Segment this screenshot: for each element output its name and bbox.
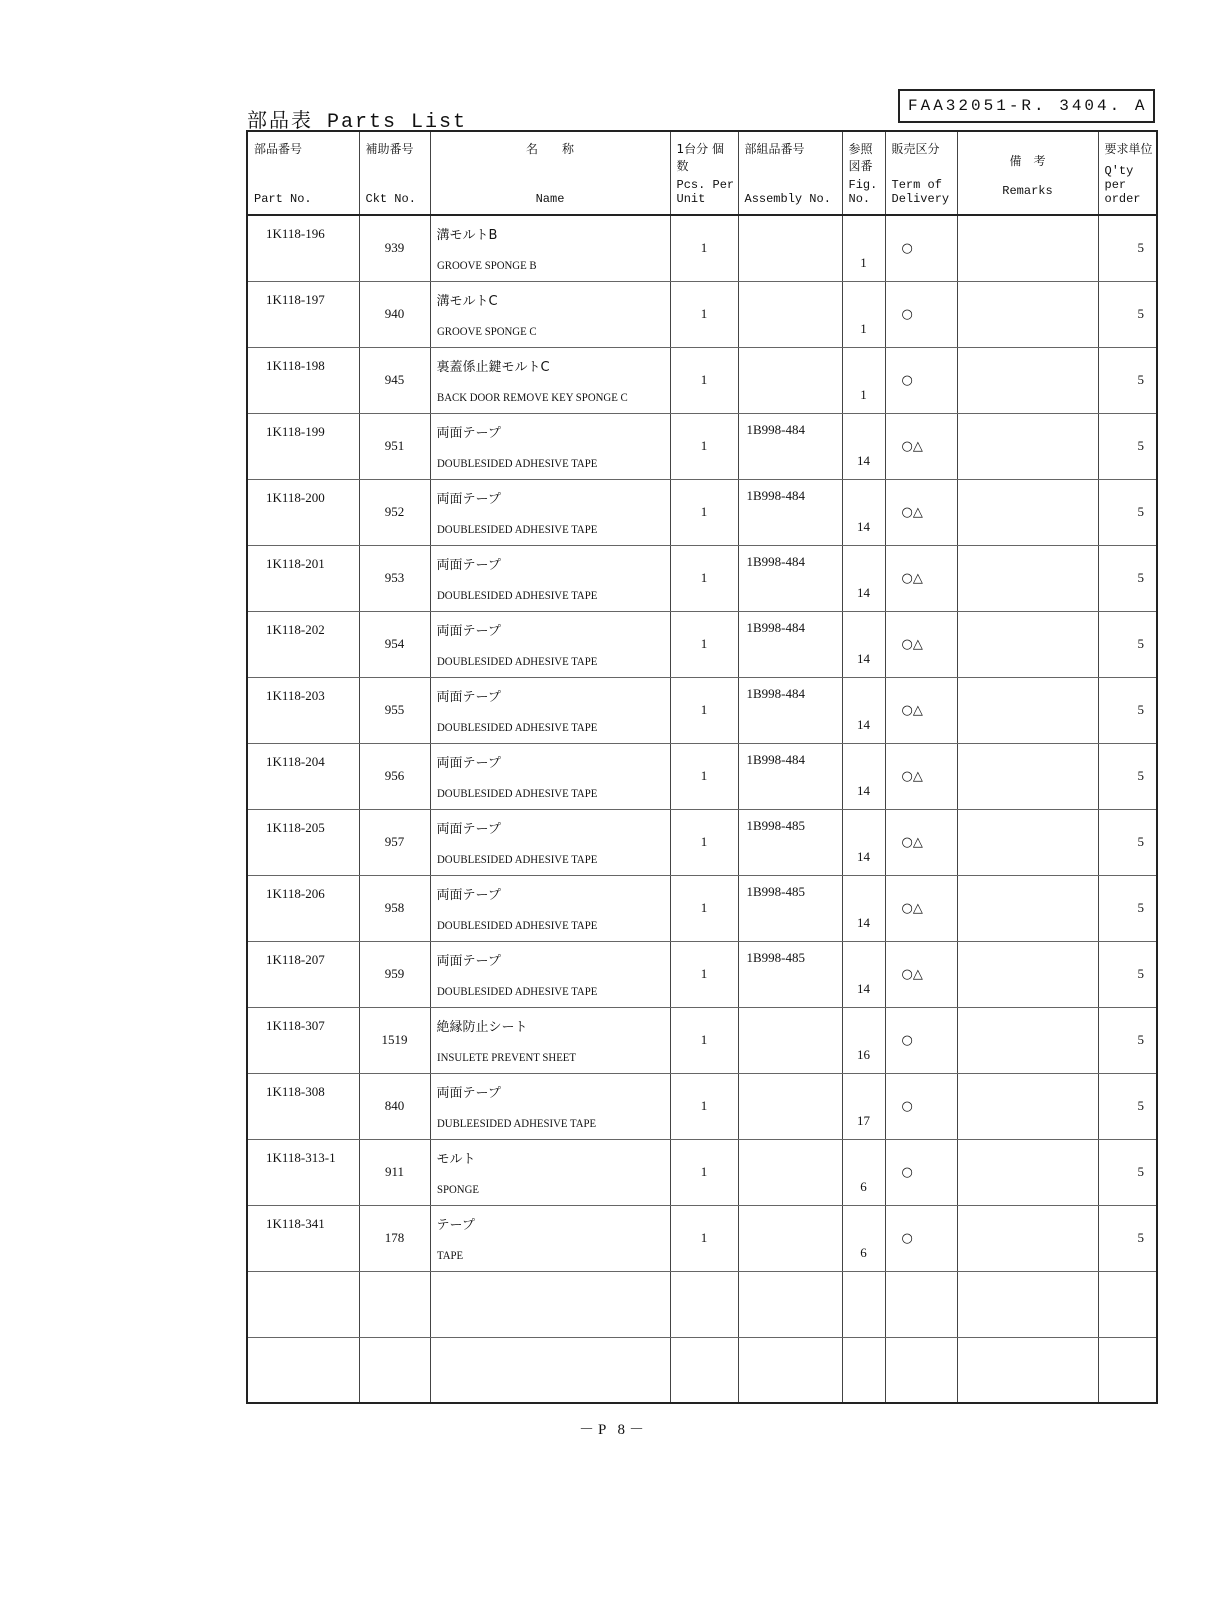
part-number: 1K118-205 [247,809,359,875]
header-remarks-en: Remarks [1002,184,1053,198]
empty-cell [430,1337,670,1403]
table-row [247,1073,1157,1139]
remarks [957,479,1098,545]
parts-list-table [246,130,1158,1404]
term-of-delivery: ○△ [885,743,957,809]
fig-number: 14 [857,452,870,468]
pcs-per-unit: 1 [670,941,738,1007]
qty-per-order: 5 [1098,611,1157,677]
remarks [957,413,1098,479]
fig-number-cell [842,413,885,479]
qty-per-order: 5 [1098,413,1157,479]
remarks [957,743,1098,809]
ckt-number: 955 [359,677,430,743]
part-name-en: INSULETE PREVENT SHEET [436,1049,576,1064]
header-pcs-per-unit-jp: 1台分 個数 [676,142,724,173]
remarks [957,281,1098,347]
assembly-number: 1B998-485 [738,875,842,941]
ckt-number: 911 [359,1139,430,1205]
part-name-en: DOUBLESIDED ADHESIVE TAPE [436,587,597,602]
assembly-number [738,1139,842,1205]
part-number: 1K118-204 [247,743,359,809]
part-name-cell [430,809,670,875]
fig-number: 14 [857,914,870,930]
qty-per-order: 5 [1098,1073,1157,1139]
qty-per-order: 5 [1098,215,1157,281]
pcs-per-unit: 1 [670,1007,738,1073]
fig-number-cell [842,1007,885,1073]
part-name-en: DOUBLESIDED ADHESIVE TAPE [436,785,597,800]
part-name-cell [430,611,670,677]
assembly-number: 1B998-484 [738,413,842,479]
assembly-number: 1B998-485 [738,941,842,1007]
part-number: 1K118-200 [247,479,359,545]
part-number: 1K118-341 [247,1205,359,1271]
fig-number: 14 [857,716,870,732]
fig-number-cell [842,1205,885,1271]
header-term-en: Term of Delivery [891,178,950,206]
remarks [957,545,1098,611]
table-header-row [247,131,1157,215]
part-name-jp: 両面テープ [436,755,501,771]
part-name-cell [430,215,670,281]
part-number: 1K118-207 [247,941,359,1007]
assembly-number [738,215,842,281]
header-part-no-en: Part No. [254,192,312,206]
table-row [247,413,1157,479]
part-name-jp: 溝モルトC [436,293,498,309]
empty-cell [738,1271,842,1337]
part-number: 1K118-197 [247,281,359,347]
part-number: 1K118-313-1 [247,1139,359,1205]
empty-cell [885,1271,957,1337]
document-number: FAA32051-R. 3404. A [898,89,1155,123]
pcs-per-unit: 1 [670,611,738,677]
empty-cell [957,1271,1098,1337]
pcs-per-unit: 1 [670,413,738,479]
assembly-number: 1B998-484 [738,743,842,809]
term-of-delivery: ○ [885,281,957,347]
part-name-en: BACK DOOR REMOVE KEY SPONGE C [436,389,628,404]
header-assembly-no-jp: 部組品番号 [744,142,805,156]
part-name-cell [430,479,670,545]
term-of-delivery: ○ [885,1205,957,1271]
part-name-jp: 両面テープ [436,557,501,573]
assembly-number: 1B998-484 [738,545,842,611]
part-name-jp: テープ [436,1217,475,1233]
page-number: －P 8－ [578,1422,649,1438]
header-fig-no-jp: 参照 図番 [848,142,873,173]
part-name-cell [430,347,670,413]
pcs-per-unit: 1 [670,743,738,809]
empty-cell [842,1271,885,1337]
header-part-no [247,131,359,215]
pcs-per-unit: 1 [670,347,738,413]
fig-number-cell [842,941,885,1007]
empty-cell [842,1337,885,1403]
empty-cell [738,1337,842,1403]
part-name-en: TAPE [436,1247,463,1262]
fig-number-cell [842,347,885,413]
ckt-number: 952 [359,479,430,545]
pcs-per-unit: 1 [670,545,738,611]
fig-number-cell [842,809,885,875]
term-of-delivery: ○ [885,1139,957,1205]
part-name-jp: 溝モルトB [436,228,498,243]
remarks [957,1139,1098,1205]
assembly-number: 1B998-484 [738,479,842,545]
fig-number: 14 [857,650,870,666]
ckt-number: 957 [359,809,430,875]
fig-number: 14 [857,584,870,600]
part-name-en: DOUBLESIDED ADHESIVE TAPE [436,983,597,998]
pcs-per-unit: 1 [670,875,738,941]
page-title: 部品表 Parts List [247,111,468,134]
term-of-delivery: ○ [885,1073,957,1139]
header-assembly-no-en: Assembly No. [744,192,831,206]
ckt-number: 958 [359,875,430,941]
remarks [957,1007,1098,1073]
header-part-no-jp: 部品番号 [254,142,303,156]
qty-per-order: 5 [1098,941,1157,1007]
ckt-number: 954 [359,611,430,677]
qty-per-order: 5 [1098,545,1157,611]
table-row [247,677,1157,743]
fig-number-cell [842,1139,885,1205]
part-name-en: DOUBLESIDED ADHESIVE TAPE [436,719,597,734]
assembly-number [738,281,842,347]
qty-per-order: 5 [1098,743,1157,809]
pcs-per-unit: 1 [670,677,738,743]
term-of-delivery: ○△ [885,941,957,1007]
part-number: 1K118-307 [247,1007,359,1073]
part-number: 1K118-308 [247,1073,359,1139]
term-of-delivery: ○ [885,1007,957,1073]
fig-number: 1 [860,320,867,336]
qty-per-order: 5 [1098,809,1157,875]
pcs-per-unit: 1 [670,1205,738,1271]
part-name-jp: 両面テープ [436,887,501,903]
part-name-cell [430,545,670,611]
empty-cell [885,1337,957,1403]
part-number: 1K118-199 [247,413,359,479]
fig-number: 1 [860,254,867,270]
table-row [247,941,1157,1007]
fig-number-cell [842,611,885,677]
empty-cell [1098,1271,1157,1337]
part-name-jp: 両面テープ [436,425,501,441]
part-name-en: SPONGE [436,1181,479,1196]
part-name-cell [430,281,670,347]
part-name-en: GROOVE SPONGE C [436,323,537,338]
qty-per-order: 5 [1098,1205,1157,1271]
fig-number: 14 [857,518,870,534]
ckt-number: 939 [359,215,430,281]
qty-per-order: 5 [1098,281,1157,347]
term-of-delivery: ○△ [885,611,957,677]
part-name-jp: 両面テープ [436,953,501,969]
fig-number-cell [842,281,885,347]
table-row [247,611,1157,677]
remarks [957,1205,1098,1271]
part-name-cell [430,941,670,1007]
term-of-delivery: ○△ [885,545,957,611]
empty-table-row [247,1337,1157,1403]
ckt-number: 940 [359,281,430,347]
ckt-number: 945 [359,347,430,413]
part-name-jp: 両面テープ [436,689,501,705]
fig-number: 16 [857,1046,870,1062]
fig-number-cell [842,545,885,611]
fig-number-cell [842,1073,885,1139]
part-name-en: DOUBLESIDED ADHESIVE TAPE [436,851,597,866]
part-name-en: GROOVE SPONGE B [436,257,537,272]
assembly-number [738,1205,842,1271]
table-row [247,809,1157,875]
part-number: 1K118-198 [247,347,359,413]
empty-cell [247,1271,359,1337]
header-pcs-per-unit [670,131,738,215]
table-row [247,479,1157,545]
header-pcs-per-unit-en: Pcs. Per Unit [676,178,735,206]
part-name-jp: 裏蓋係止鍵モルトC [436,359,550,375]
header-term [885,131,957,215]
remarks [957,215,1098,281]
part-name-jp: 両面テープ [436,821,501,837]
remarks [957,677,1098,743]
pcs-per-unit: 1 [670,281,738,347]
part-name-en: DOUBLESIDED ADHESIVE TAPE [436,653,597,668]
remarks [957,611,1098,677]
fig-number: 6 [860,1178,867,1194]
part-name-jp: モルト [436,1151,476,1167]
header-ckt-no-en: Ckt No. [365,192,416,206]
part-name-cell [430,1007,670,1073]
part-name-cell [430,1205,670,1271]
ckt-number: 178 [359,1205,430,1271]
header-fig-no-en: Fig. No. [848,178,878,206]
header-ckt-no-jp: 補助番号 [365,142,414,156]
assembly-number: 1B998-485 [738,809,842,875]
part-name-cell [430,1139,670,1205]
pcs-per-unit: 1 [670,1073,738,1139]
empty-cell [1098,1337,1157,1403]
table-row [247,545,1157,611]
table-row [247,347,1157,413]
fig-number: 1 [860,386,867,402]
fig-number: 14 [857,782,870,798]
qty-per-order: 5 [1098,347,1157,413]
empty-cell [670,1271,738,1337]
remarks [957,347,1098,413]
part-name-jp: 両面テープ [436,623,501,639]
ckt-number: 953 [359,545,430,611]
remarks [957,875,1098,941]
header-name [430,131,670,215]
header-remarks-jp: 備 考 [1009,154,1046,168]
empty-cell [247,1337,359,1403]
empty-cell [359,1337,430,1403]
remarks [957,1073,1098,1139]
header-qty-order-jp: 要求単位 [1104,142,1153,156]
empty-cell [359,1271,430,1337]
table-row [247,875,1157,941]
part-name-en: DUBLEESIDED ADHESIVE TAPE [436,1115,596,1130]
term-of-delivery: ○△ [885,479,957,545]
fig-number-cell [842,215,885,281]
table-row [247,1205,1157,1271]
header-qty-order-en: Q'ty per order [1104,164,1141,206]
fig-number-cell [842,743,885,809]
fig-number: 14 [857,980,870,996]
remarks [957,941,1098,1007]
part-name-en: DOUBLESIDED ADHESIVE TAPE [436,917,597,932]
part-number: 1K118-206 [247,875,359,941]
fig-number: 14 [857,848,870,864]
empty-cell [430,1271,670,1337]
ckt-number: 951 [359,413,430,479]
fig-number-cell [842,479,885,545]
part-name-cell [430,677,670,743]
assembly-number [738,1073,842,1139]
ckt-number: 956 [359,743,430,809]
part-number: 1K118-201 [247,545,359,611]
qty-per-order: 5 [1098,1007,1157,1073]
term-of-delivery: ○△ [885,809,957,875]
part-name-cell [430,413,670,479]
ckt-number: 1519 [359,1007,430,1073]
part-number: 1K118-203 [247,677,359,743]
empty-table-row [247,1271,1157,1337]
term-of-delivery: ○△ [885,413,957,479]
empty-cell [957,1337,1098,1403]
part-name-jp: 両面テープ [436,1085,501,1101]
empty-cell [670,1337,738,1403]
fig-number-cell [842,875,885,941]
part-name-jp: 両面テープ [436,491,501,507]
part-number: 1K118-196 [247,215,359,281]
header-assembly-no [738,131,842,215]
assembly-number [738,347,842,413]
header-name-en: Name [535,192,565,206]
remarks [957,809,1098,875]
qty-per-order: 5 [1098,1139,1157,1205]
fig-number: 6 [860,1244,867,1260]
part-number: 1K118-202 [247,611,359,677]
part-name-jp: 絶縁防止シート [436,1019,528,1035]
table-row [247,1007,1157,1073]
header-remarks [957,131,1098,215]
fig-number: 17 [857,1112,870,1128]
table-body [247,215,1157,1403]
header-fig-no [842,131,885,215]
table-row [247,215,1157,281]
qty-per-order: 5 [1098,479,1157,545]
fig-number-cell [842,677,885,743]
assembly-number [738,1007,842,1073]
ckt-number: 840 [359,1073,430,1139]
term-of-delivery: ○ [885,347,957,413]
table-row [247,743,1157,809]
part-name-cell [430,1073,670,1139]
table-row [247,1139,1157,1205]
assembly-number: 1B998-484 [738,611,842,677]
header-name-jp: 名 称 [525,142,574,156]
pcs-per-unit: 1 [670,809,738,875]
term-of-delivery: ○ [885,215,957,281]
header-term-jp: 販売区分 [891,142,940,156]
part-name-en: DOUBLESIDED ADHESIVE TAPE [436,521,597,536]
part-name-cell [430,743,670,809]
qty-per-order: 5 [1098,677,1157,743]
pcs-per-unit: 1 [670,1139,738,1205]
header-qty-order [1098,131,1157,215]
term-of-delivery: ○△ [885,875,957,941]
part-name-en: DOUBLESIDED ADHESIVE TAPE [436,455,597,470]
term-of-delivery: ○△ [885,677,957,743]
ckt-number: 959 [359,941,430,1007]
pcs-per-unit: 1 [670,479,738,545]
part-name-cell [430,875,670,941]
qty-per-order: 5 [1098,875,1157,941]
pcs-per-unit: 1 [670,215,738,281]
header-ckt-no [359,131,430,215]
table-row [247,281,1157,347]
assembly-number: 1B998-484 [738,677,842,743]
